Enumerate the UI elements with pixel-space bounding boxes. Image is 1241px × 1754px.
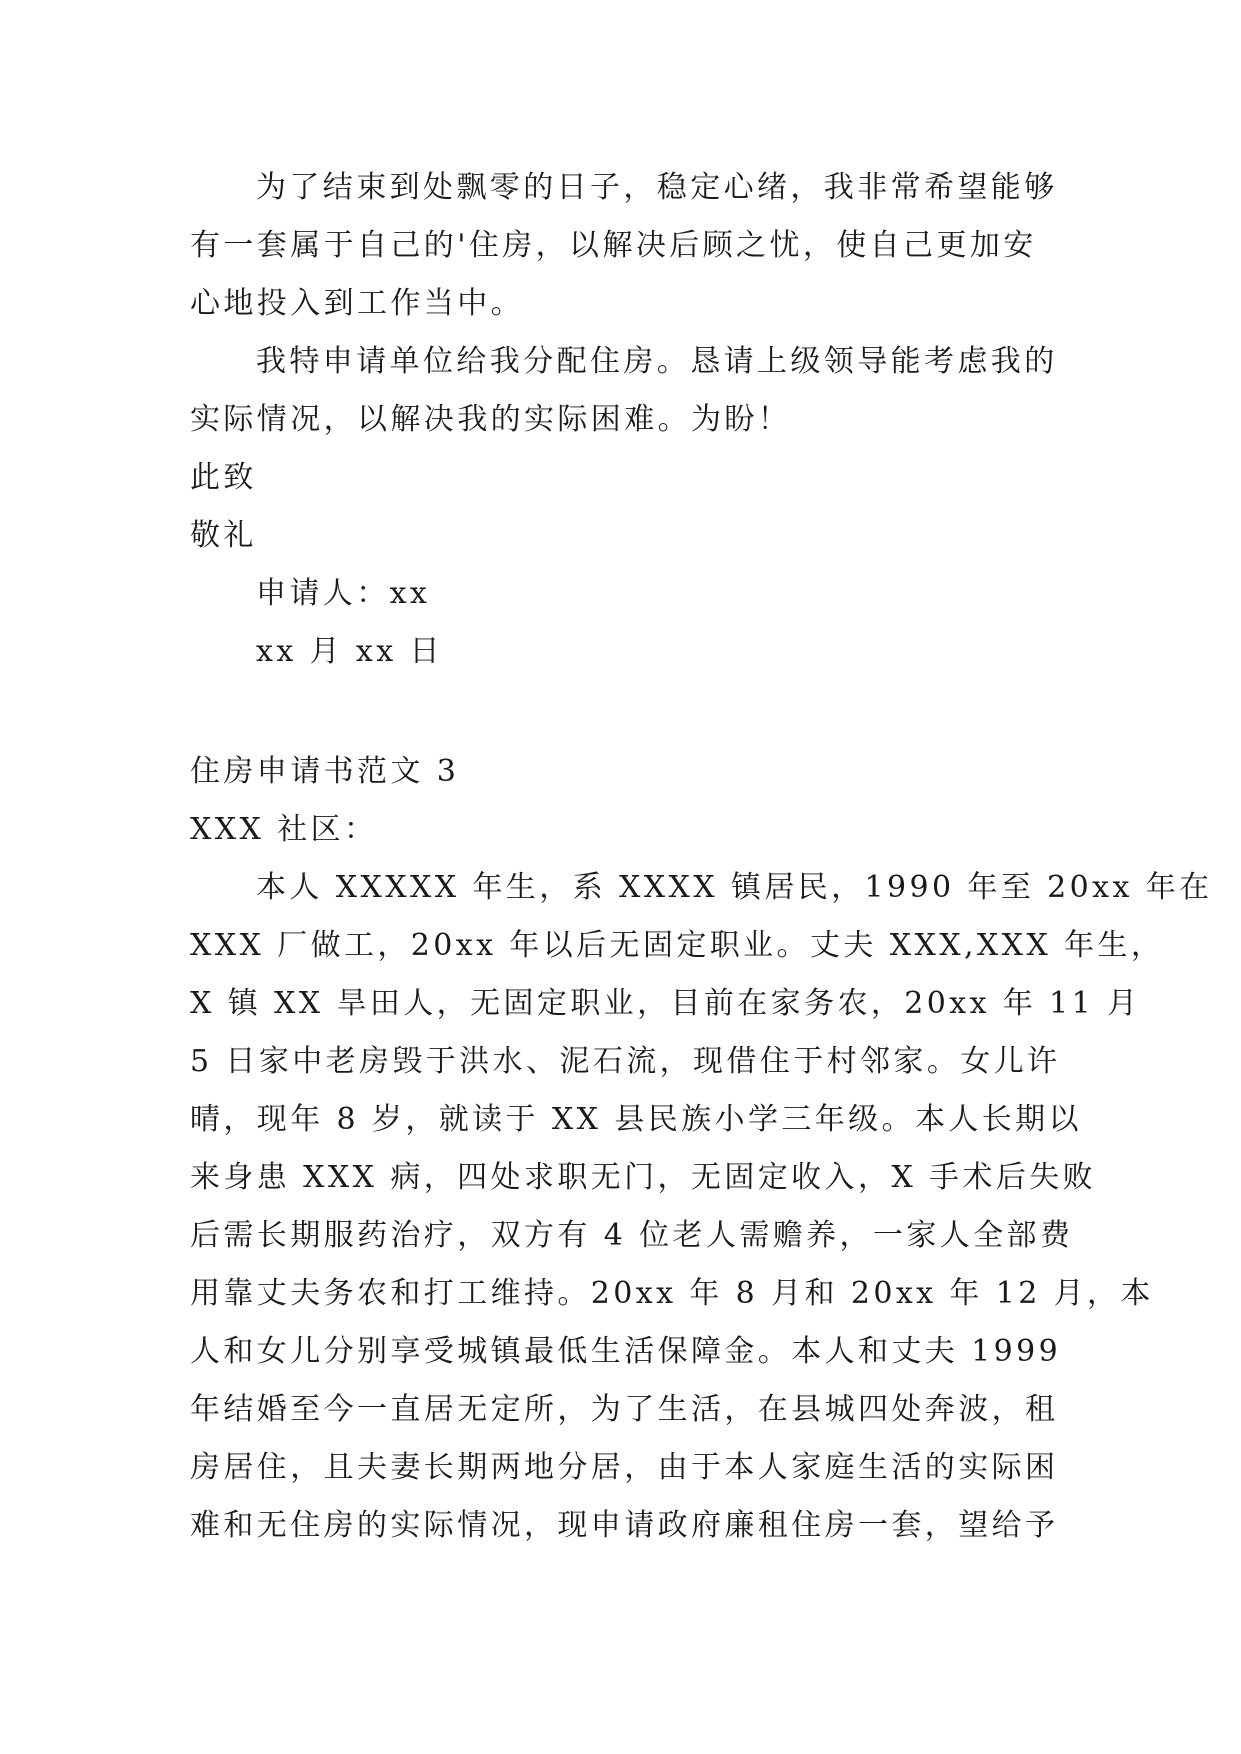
paragraph-line: 为了结束到处飘零的日子，稳定心绪，我非常希望能够 [256, 170, 1058, 205]
paragraph-line: XXX 厂做工，20xx 年以后无固定职业。丈夫 XXX,XXX 年生， [190, 928, 1165, 963]
signature-date: xx 月 xx 日 [256, 634, 443, 669]
paragraph-line: 有一套属于自己的'住房，以解决后顾之忧，使自己更加安 [190, 228, 1037, 263]
closing-cizhi: 此致 [190, 460, 257, 495]
paragraph-line: 人和女儿分别享受城镇最低生活保障金。本人和丈夫 1999 [190, 1334, 1062, 1369]
section-title: 住房申请书范文 3 [190, 754, 460, 789]
paragraph-line: X 镇 XX 旱田人，无固定职业，目前在家务农，20xx 年 11 月 [190, 986, 1141, 1021]
paragraph-line: 晴，现年 8 岁，就读于 XX 县民族小学三年级。本人长期以 [190, 1102, 1082, 1137]
paragraph-line: 难和无住房的实际情况，现申请政府廉租住房一套，望给予 [190, 1508, 1059, 1543]
salutation: XXX 社区： [190, 812, 378, 847]
paragraph-line: 实际情况，以解决我的实际困难。为盼！ [190, 402, 792, 437]
paragraph-line: 心地投入到工作当中。 [190, 286, 524, 321]
applicant-signature: 申请人：xx [256, 576, 431, 611]
paragraph-line: 本人 XXXXX 年生，系 XXXX 镇居民，1990 年至 20xx 年在 [256, 870, 1213, 905]
closing-jingli: 敬礼 [190, 518, 257, 553]
paragraph-line: 后需长期服药治疗，双方有 4 位老人需赡养，一家人全部费 [190, 1218, 1074, 1253]
paragraph-line: 年结婚至今一直居无定所，为了生活，在县城四处奔波，租 [190, 1392, 1059, 1427]
paragraph-line: 用靠丈夫务农和打工维持。20xx 年 8 月和 20xx 年 12 月，本 [190, 1276, 1154, 1311]
paragraph-line: 房居住，且夫妻长期两地分居，由于本人家庭生活的实际困 [190, 1450, 1059, 1485]
paragraph-line: 5 日家中老房毁于洪水、泥石流，现借住于村邻家。女儿许 [190, 1044, 1061, 1079]
paragraph-line: 我特申请单位给我分配住房。恳请上级领导能考虑我的 [256, 344, 1058, 379]
paragraph-line: 来身患 XXX 病，四处求职无门，无固定收入，X 手术后失败 [190, 1160, 1097, 1195]
